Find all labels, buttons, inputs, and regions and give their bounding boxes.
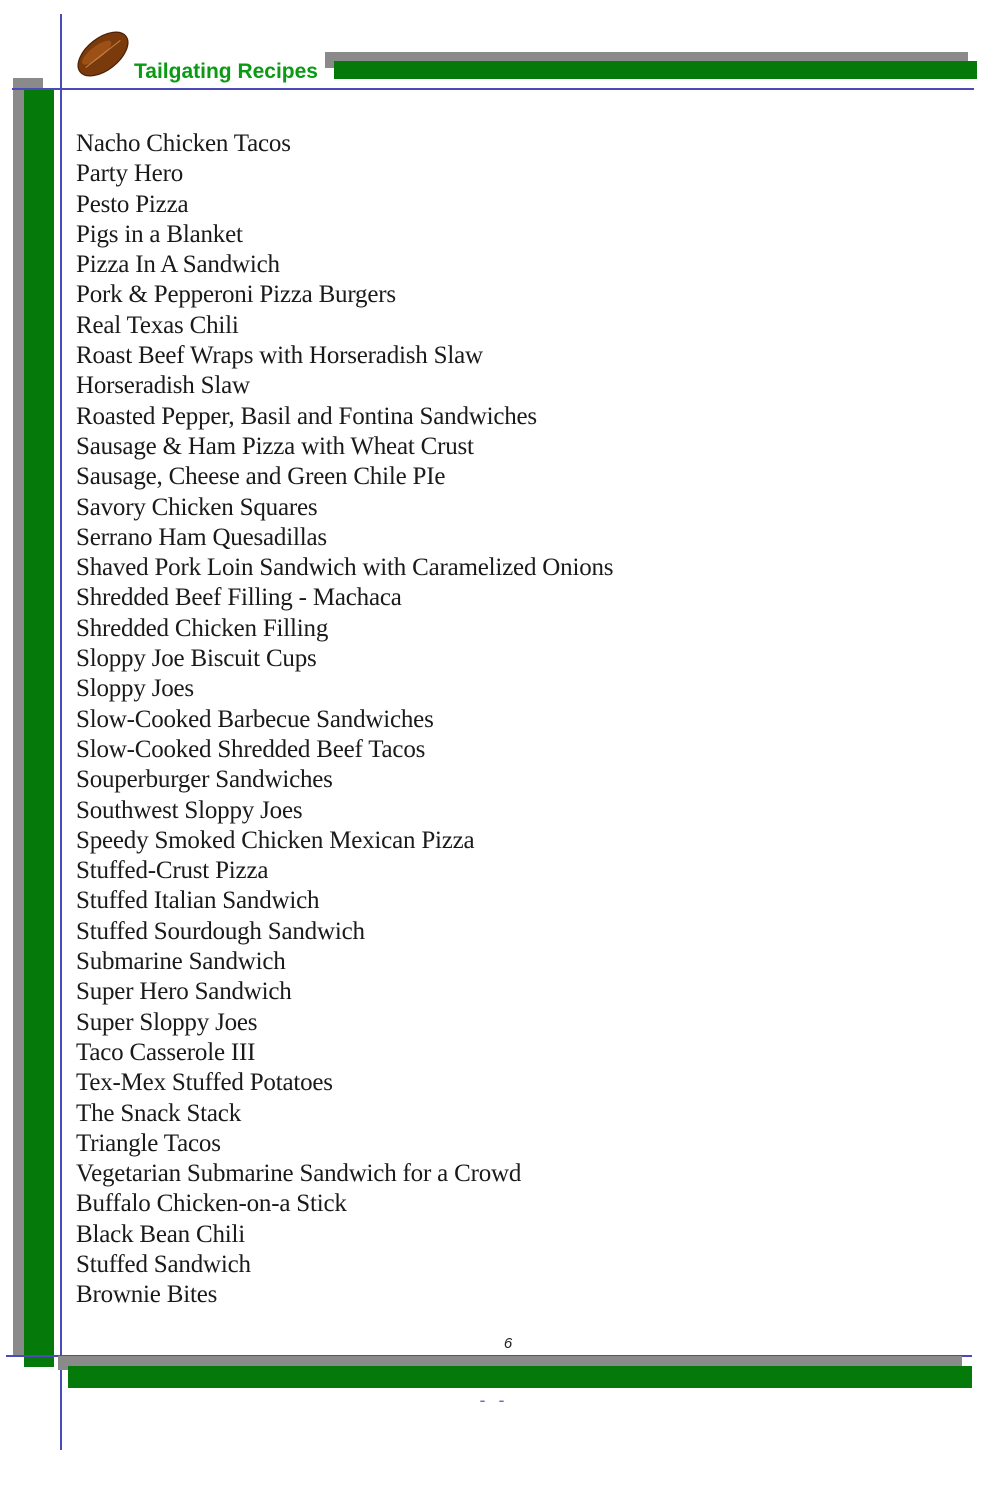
- recipe-item: Black Bean Chili: [76, 1220, 245, 1248]
- recipe-item: Super Hero Sandwich: [76, 978, 292, 1006]
- recipe-item: Real Texas Chili: [76, 311, 239, 339]
- vertical-rule: [60, 14, 62, 1450]
- footer-green-bar: [68, 1366, 972, 1388]
- recipe-item: Pesto Pizza: [76, 190, 189, 218]
- recipe-item: Triangle Tacos: [76, 1129, 221, 1157]
- recipe-item: Savory Chicken Squares: [76, 493, 318, 521]
- recipe-item: Shaved Pork Loin Sandwich with Caramelized Onions: [76, 554, 614, 582]
- recipe-item: Party Hero: [76, 160, 183, 188]
- header-green-bar: [334, 61, 977, 79]
- recipe-item: Serrano Ham Quesadillas: [76, 523, 327, 551]
- recipe-item: Shredded Beef Filling - Machaca: [76, 584, 402, 612]
- recipe-item: Stuffed Italian Sandwich: [76, 887, 320, 915]
- recipe-item: Roasted Pepper, Basil and Fontina Sandwiches: [76, 402, 537, 430]
- recipe-item: Horseradish Slaw: [76, 372, 250, 400]
- recipe-item: Sausage, Cheese and Green Chile PIe: [76, 463, 446, 491]
- recipe-item: Stuffed Sandwich: [76, 1250, 251, 1278]
- recipe-item: Vegetarian Submarine Sandwich for a Crowd: [76, 1160, 522, 1188]
- header-rule: [12, 88, 974, 90]
- recipe-item: Shredded Chicken Filling: [76, 614, 329, 642]
- page-number: 6: [503, 1335, 513, 1352]
- left-green-bar: [24, 89, 54, 1367]
- recipe-item: Souperburger Sandwiches: [76, 766, 333, 794]
- header-title: Tailgating Recipes: [134, 60, 318, 83]
- recipe-item: Submarine Sandwich: [76, 948, 286, 976]
- recipe-item: Sloppy Joes: [76, 675, 194, 703]
- recipe-item: Pork & Pepperoni Pizza Burgers: [76, 281, 396, 309]
- recipe-item: Stuffed Sourdough Sandwich: [76, 917, 365, 945]
- recipe-item: Tex-Mex Stuffed Potatoes: [76, 1069, 333, 1097]
- football-icon: [72, 26, 134, 82]
- recipe-item: Stuffed-Crust Pizza: [76, 857, 269, 885]
- recipe-item: Taco Casserole III: [76, 1038, 256, 1066]
- recipe-item: Roast Beef Wraps with Horseradish Slaw: [76, 342, 483, 370]
- recipe-item: The Snack Stack: [76, 1099, 242, 1127]
- recipe-item: Buffalo Chicken-on-a Stick: [76, 1190, 347, 1218]
- recipe-item: Speedy Smoked Chicken Mexican Pizza: [76, 826, 475, 854]
- recipe-item: Super Sloppy Joes: [76, 1008, 258, 1036]
- recipe-item: Slow-Cooked Barbecue Sandwiches: [76, 705, 434, 733]
- recipe-item: Pigs in a Blanket: [76, 220, 243, 248]
- recipe-item: Pizza In A Sandwich: [76, 251, 280, 279]
- recipe-item: Slow-Cooked Shredded Beef Tacos: [76, 735, 426, 763]
- recipe-item: Nacho Chicken Tacos: [76, 130, 291, 157]
- footer-dashes: - -: [479, 1390, 509, 1410]
- recipe-item: Sausage & Ham Pizza with Wheat Crust: [76, 432, 474, 460]
- recipe-item: Southwest Sloppy Joes: [76, 796, 303, 824]
- recipe-list: [76, 129, 613, 1311]
- recipe-item: Sloppy Joe Biscuit Cups: [76, 645, 317, 673]
- recipe-item: Brownie Bites: [76, 1281, 218, 1309]
